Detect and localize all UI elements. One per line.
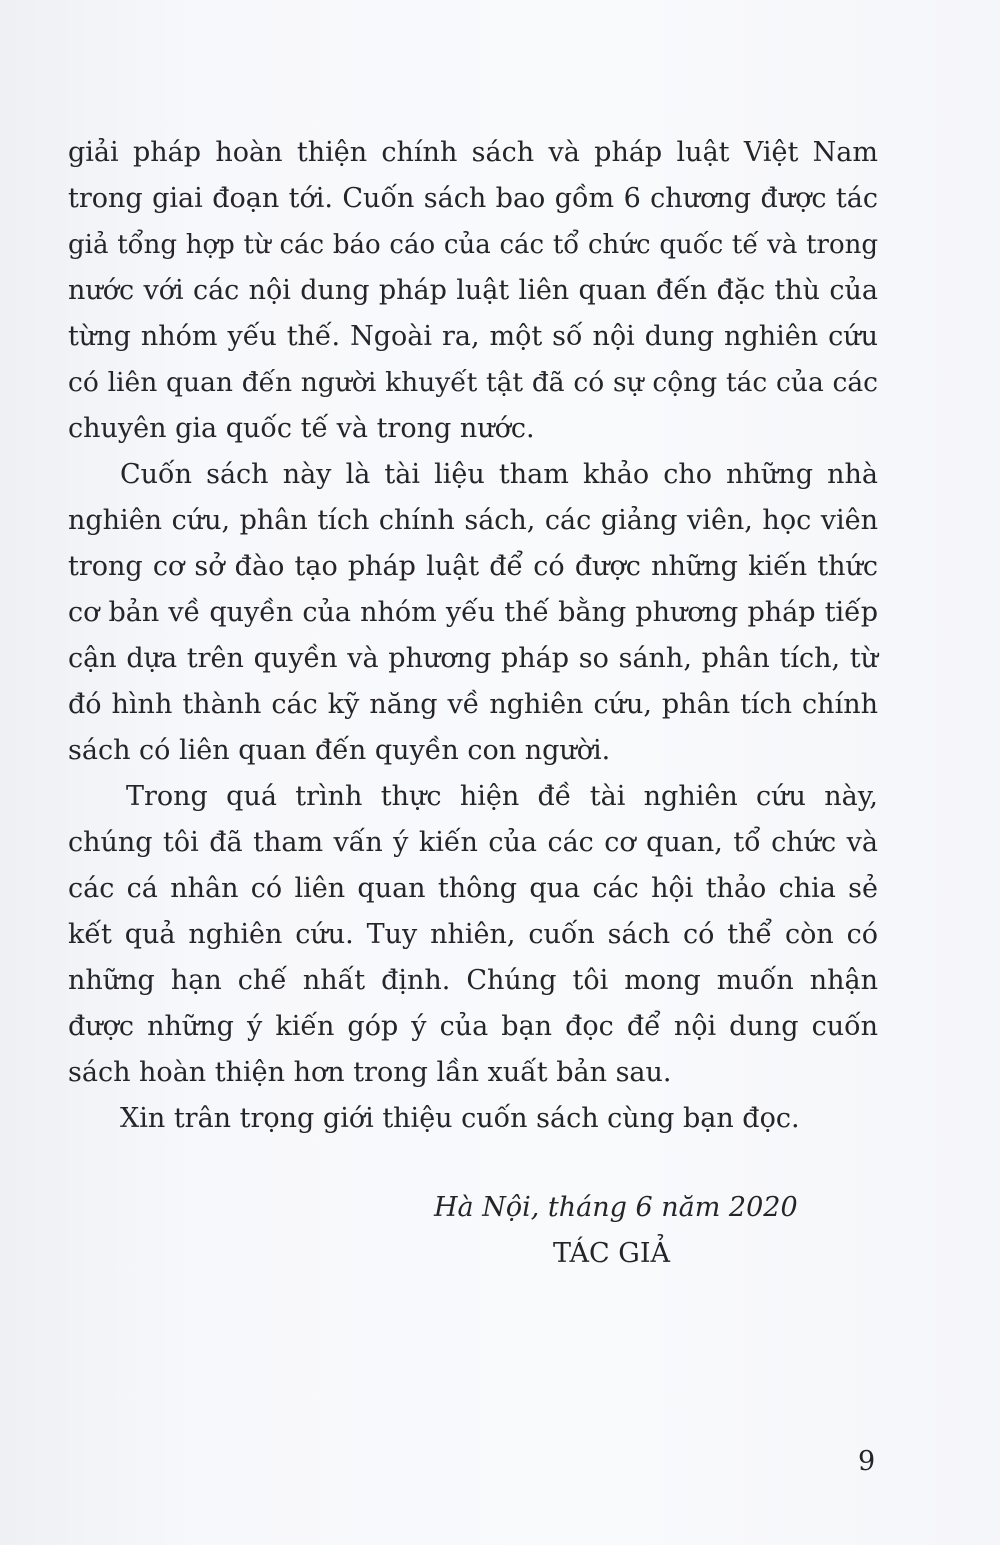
paragraph bbox=[68, 1096, 878, 1142]
text-line: giả tổng hợp từ các báo cáo của các tổ chức quốc tế và trong bbox=[68, 230, 878, 260]
text-line: chuyên gia quốc tế và trong nước. bbox=[68, 413, 535, 444]
text-line: sách hoàn thiện hơn trong lần xuất bản sau. bbox=[68, 1057, 672, 1088]
text-line: Cuốn sách này là tài liệu tham khảo cho những nhà bbox=[120, 459, 878, 490]
place-date: Hà Nội, tháng 6 năm 2020 bbox=[434, 1192, 798, 1223]
text-line: trong cơ sở đào tạo pháp luật để có được những kiến thức bbox=[68, 551, 878, 582]
text-line: các cá nhân có liên quan thông qua các hội thảo chia sẻ bbox=[68, 873, 878, 904]
text-line: Xin trân trọng giới thiệu cuốn sách cùng bạn đọc. bbox=[120, 1103, 800, 1134]
text-line: cận dựa trên quyền và phương pháp so sánh, phân tích, từ bbox=[68, 643, 878, 674]
paragraph bbox=[68, 774, 878, 1096]
text-line: trong giai đoạn tới. Cuốn sách bao gồm 6 chương được tác bbox=[68, 183, 878, 214]
text-line: được những ý kiến góp ý của bạn đọc để nội dung cuốn bbox=[68, 1011, 878, 1042]
text-line: có liên quan đến người khuyết tật đã có sự cộng tác của các bbox=[68, 367, 878, 398]
text-line: những hạn chế nhất định. Chúng tôi mong muốn nhận bbox=[68, 965, 878, 996]
paragraph bbox=[68, 130, 878, 452]
text-line: chúng tôi đã tham vấn ý kiến của các cơ quan, tổ chức và bbox=[68, 827, 878, 858]
text-line: kết quả nghiên cứu. Tuy nhiên, cuốn sách có thể còn có bbox=[68, 919, 878, 950]
text-line: từng nhóm yếu thế. Ngoài ra, một số nội dung nghiên cứu bbox=[68, 321, 878, 352]
text-line: nước với các nội dung pháp luật liên quan đến đặc thù của bbox=[68, 275, 878, 306]
text-line: giải pháp hoàn thiện chính sách và pháp luật Việt Nam bbox=[68, 137, 878, 168]
body-text bbox=[68, 130, 878, 1142]
text-line: sách có liên quan đến quyền con người. bbox=[68, 735, 611, 766]
text-line: đó hình thành các kỹ năng về nghiên cứu, phân tích chính bbox=[68, 689, 878, 720]
author-signature: TÁC GIẢ bbox=[553, 1238, 671, 1269]
text-line: nghiên cứu, phân tích chính sách, các giảng viên, học viên bbox=[68, 505, 878, 536]
text-line: cơ bản về quyền của nhóm yếu thế bằng phương pháp tiếp bbox=[68, 597, 878, 628]
paragraph bbox=[68, 452, 878, 774]
page-number: 9 bbox=[858, 1446, 876, 1477]
text-line: Trong quá trình thực hiện đề tài nghiên cứu này, bbox=[126, 781, 878, 812]
